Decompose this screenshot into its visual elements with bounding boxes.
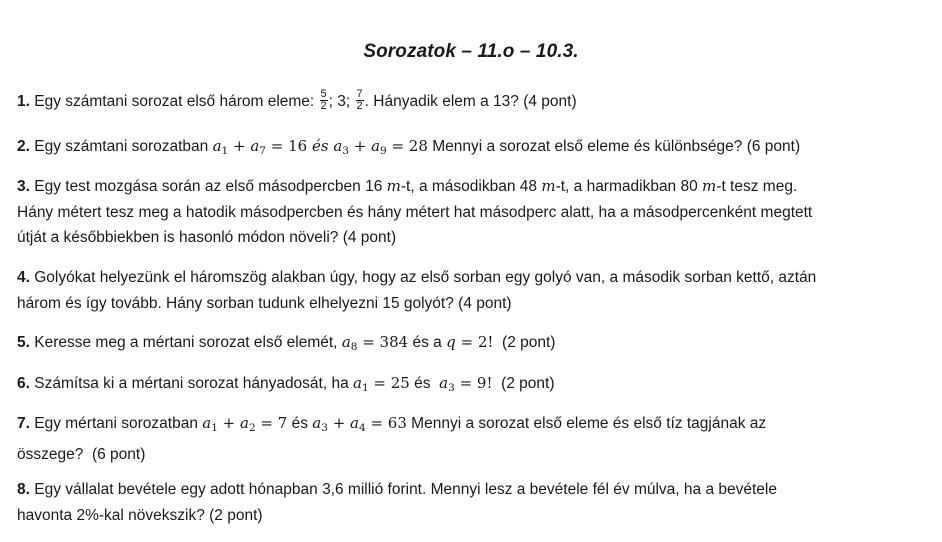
task-text: és bbox=[287, 415, 313, 432]
task-text: Egy számtani sorozat első három eleme: bbox=[29, 93, 319, 110]
math-equation: = 63 bbox=[365, 414, 407, 432]
task-text: . Hányadik elem a 13? (4 pont) bbox=[364, 93, 577, 110]
task-text: és a bbox=[408, 334, 447, 351]
task-line: Hány métert tesz meg a hatodik másodpercben és hány métert hat másodperc alatt, ha a másodpercenként megtett bbox=[17, 203, 813, 221]
math-subscript: 3 bbox=[321, 422, 328, 434]
fraction-five-halves bbox=[320, 89, 328, 112]
task-text: Egy vállalat bevétele egy adott hónapban 3,6 millió forint. Mennyi lesz a bevétele fél év múlva, ha a bevétele bbox=[29, 481, 777, 498]
task-text: -t, a harmadikban 80 bbox=[555, 178, 703, 195]
fraction-numerator: 5 bbox=[320, 88, 327, 101]
task-line: havonta 2%-kal növekszik? (2 pont) bbox=[17, 506, 263, 524]
math-subscript: 1 bbox=[361, 382, 369, 394]
task-text: és bbox=[409, 375, 440, 392]
math-variable: a bbox=[212, 137, 222, 155]
fraction-denominator: 2 bbox=[320, 100, 327, 113]
math-variable: a bbox=[202, 414, 212, 432]
math-equation: = 7 bbox=[255, 414, 288, 432]
math-unit: m bbox=[541, 177, 556, 195]
math-subscript: 2 bbox=[248, 422, 256, 434]
math-unit: m bbox=[386, 177, 401, 195]
task-text: (2 pont) bbox=[492, 375, 555, 392]
math-equation: = 25 bbox=[368, 374, 410, 392]
task-text: (2 pont) bbox=[493, 334, 556, 351]
fraction-denominator: 2 bbox=[356, 100, 363, 113]
math-subscript: 9 bbox=[380, 145, 387, 157]
task-text: Mennyi a sorozat első eleme és első tíz tagjának az bbox=[406, 415, 767, 432]
task-3 bbox=[17, 174, 932, 251]
task-line: útját a későbbiekben is hasonló módon növeli? (4 pont) bbox=[17, 229, 397, 246]
task-text: Keresse meg a mértani sorozat első elemét, bbox=[29, 334, 342, 351]
task-text: Egy mértani sorozatban bbox=[29, 415, 203, 432]
math-variable: q bbox=[446, 333, 456, 351]
math-text: és bbox=[311, 137, 329, 155]
task-text: ; 3; bbox=[328, 93, 355, 110]
math-equation: = 9! bbox=[454, 374, 493, 392]
task-line bbox=[17, 265, 932, 291]
task-number: 4. bbox=[17, 269, 30, 286]
math-subscript: 1 bbox=[221, 145, 229, 157]
math-subscript: 3 bbox=[342, 145, 349, 157]
task-number: 7. bbox=[17, 415, 30, 432]
task-line bbox=[17, 477, 932, 503]
task-5 bbox=[17, 330, 932, 361]
task-line bbox=[17, 411, 932, 442]
math-variable: a bbox=[439, 374, 449, 392]
task-4 bbox=[17, 265, 932, 316]
task-text: Golyókat helyezünk el háromszög alakban úgy, hogy az első sorban egy golyó van, a második sorban kettő, aztán bbox=[29, 269, 817, 286]
math-equation: = 16 bbox=[265, 137, 312, 155]
math-variable: a bbox=[371, 137, 381, 155]
task-number: 1. bbox=[17, 93, 30, 110]
task-number: 3. bbox=[17, 178, 30, 195]
math-subscript: 1 bbox=[211, 422, 218, 434]
task-number: 5. bbox=[17, 334, 30, 351]
task-6 bbox=[17, 371, 932, 402]
fraction-seven-halves bbox=[356, 89, 364, 112]
math-variable: a bbox=[240, 414, 249, 432]
task-1 bbox=[17, 89, 932, 115]
math-equation: = 2! bbox=[455, 333, 494, 351]
math-variable: a bbox=[333, 137, 343, 155]
math-operator: + bbox=[217, 414, 240, 432]
math-equation: = 28 bbox=[386, 137, 428, 155]
math-subscript: 3 bbox=[448, 382, 455, 394]
math-variable: a bbox=[250, 137, 260, 155]
task-line: összege? (6 pont) bbox=[17, 445, 146, 463]
math-subscript: 8 bbox=[350, 341, 358, 353]
task-text: Számítsa ki a mértani sorozat hányadosát, ha bbox=[29, 375, 354, 392]
fraction-numerator: 7 bbox=[356, 88, 363, 101]
task-line: három és így tovább. Hány sorban tudunk elhelyezni 15 golyót? (4 pont) bbox=[17, 294, 512, 312]
math-subscript: 7 bbox=[259, 145, 266, 157]
math-operator: + bbox=[228, 137, 251, 155]
task-number: 8. bbox=[17, 481, 30, 498]
math-variable: a bbox=[341, 333, 351, 351]
task-text: Egy számtani sorozatban bbox=[29, 138, 213, 155]
math-variable: a bbox=[350, 414, 359, 432]
task-text: Mennyi a sorozat első eleme és különbsége? (6 pont) bbox=[427, 138, 801, 155]
task-line bbox=[17, 174, 932, 200]
math-variable: a bbox=[312, 414, 322, 432]
math-subscript: 4 bbox=[358, 422, 366, 434]
page-title: Sorozatok – 11.o – 10.3. bbox=[363, 41, 579, 62]
task-number: 2. bbox=[17, 138, 30, 155]
task-text: -t, a másodikban 48 bbox=[400, 178, 542, 195]
task-8 bbox=[17, 477, 932, 528]
task-text: -t tesz meg. bbox=[716, 178, 798, 195]
math-operator: + bbox=[327, 414, 351, 432]
math-operator: + bbox=[348, 137, 372, 155]
task-7 bbox=[17, 411, 932, 467]
math-variable: a bbox=[353, 374, 362, 392]
math-unit: m bbox=[702, 177, 717, 195]
math-equation: = 384 bbox=[357, 333, 409, 351]
task-number: 6. bbox=[17, 375, 30, 392]
task-2 bbox=[17, 134, 932, 165]
task-text: Egy test mozgása során az első másodpercben 16 bbox=[29, 178, 387, 195]
